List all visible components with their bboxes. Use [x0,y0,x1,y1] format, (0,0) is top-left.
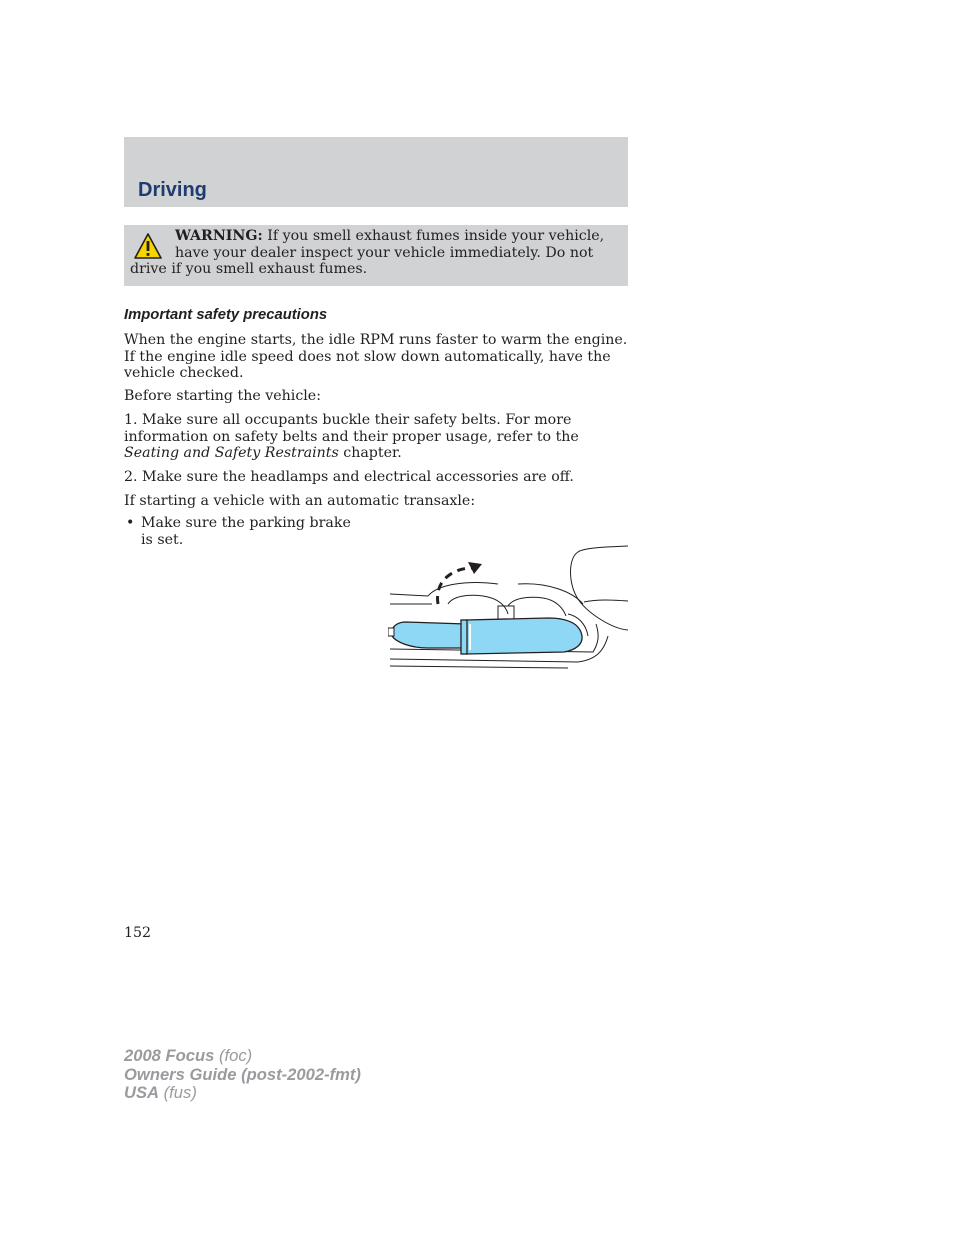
chapter-header [124,137,628,207]
chapter-reference: Seating and Safety Restraints [124,445,339,461]
footer-line-market [124,1084,361,1103]
section-title: Important safety precautions [124,307,328,323]
footer-line-guide [124,1066,361,1085]
warning-triangle-icon [133,232,163,260]
paragraph-automatic-transaxle: If starting a vehicle with an automatic transaxle: [124,493,476,509]
footer-info [124,1047,361,1103]
warning-box [124,225,628,286]
step-1-text: 1. Make sure all occupants buckle their safety belts. For more information on safety belts and their proper usage, refer to the [124,412,579,445]
warning-label: WARNING: [175,228,263,244]
paragraph-safety-belts [124,412,630,462]
page-number: 152 [124,925,152,941]
footer-market: USA [124,1083,160,1103]
list-item [124,515,364,548]
parking-brake-illustration [388,544,630,672]
footer-market-code: (fus) [159,1083,197,1103]
bullet-dot: • [126,515,135,531]
paragraph-idle-rpm: When the engine starts, the idle RPM runs faster to warm the engine. If the engine idle speed does not slow down automatically, have the vehicle checked. [124,332,628,381]
chapter-title: Driving [138,179,207,201]
bullet-text: Make sure the parking brake is set. [141,515,351,548]
step-1-end: chapter. [338,445,402,461]
footer-model: 2008 Focus [124,1046,215,1065]
paragraph-before-starting: Before starting the vehicle: [124,388,321,404]
footer-line-model [124,1047,361,1066]
footer-guide: Owners Guide (post-2002-fmt) [124,1064,361,1084]
footer-model-code: (foc) [214,1046,253,1065]
warning-text: If you smell exhaust fumes inside your vehicle, have your dealer inspect your vehicle immediately. Do not drive if you smell exhaust fumes. [130,228,605,278]
paragraph-headlamps: 2. Make sure the headlamps and electrical accessories are off. [124,469,574,485]
